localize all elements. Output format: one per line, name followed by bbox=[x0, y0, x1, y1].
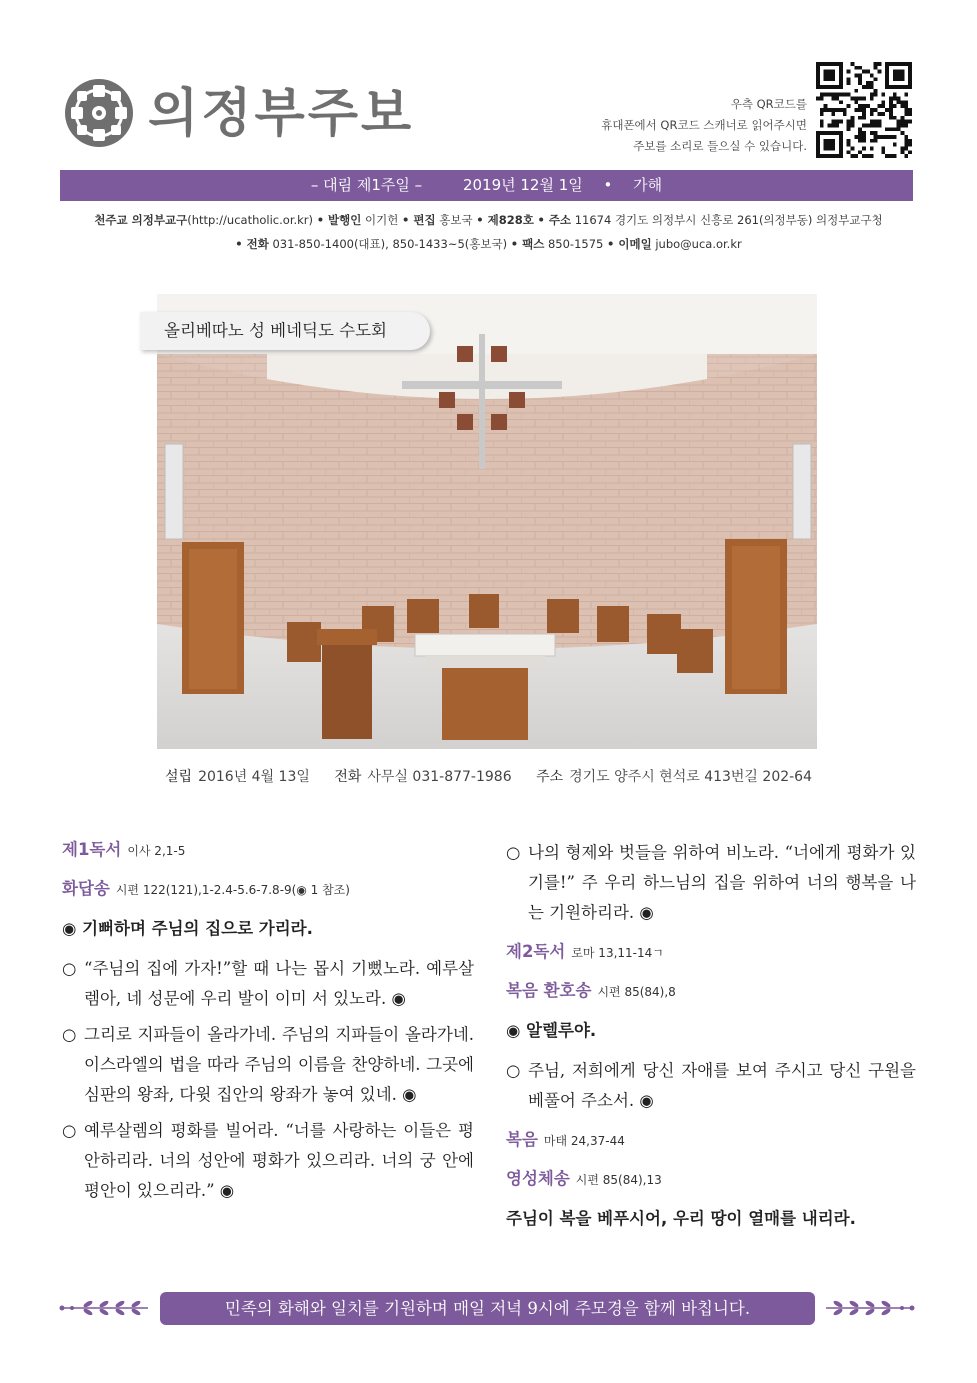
publisher-info: 천주교 의정부교구(http://ucatholic.or.kr) • 발행인 이기헌 • 편집 홍보국 • 제828호 • 주소 11674 경기도 의정부시 신흥로 261(의정부동) 의정부교구청 bbox=[94, 213, 883, 227]
prayer-banner: 민족의 화해와 일치를 기원하며 매일 저녁 9시에 주모경을 함께 바칩니다. bbox=[160, 1292, 815, 1325]
acclamation-heading: 복음 환호송 시편 85(84),8 bbox=[506, 981, 676, 1000]
week-label: – 대림 제1주일 – bbox=[310, 176, 423, 194]
readings-left-column bbox=[62, 838, 474, 1212]
qr-note: 우측 QR코드를 휴대폰에서 QR코드 스캐너로 읽어주시면 주보를 소리로 들으실 수 있습니다. bbox=[601, 97, 807, 153]
diocese-url[interactable]: (http://ucatholic.or.kr) bbox=[187, 213, 314, 227]
vine-ornament-icon bbox=[58, 1298, 150, 1318]
email-link[interactable]: jubo@uca.or.kr bbox=[655, 237, 742, 251]
liturgical-date-band bbox=[60, 170, 913, 201]
date-label: 2019년 12월 1일 bbox=[462, 176, 583, 194]
psalm-refrain: ◉ 기뻐하며 주님의 집으로 가리라. bbox=[62, 919, 313, 938]
psalm-verse: ○ 그리로 지파들이 올라가네. 주님의 지파들이 올라가네. 이스라엘의 법을 따라 주님의 이름을 찬양하네. 그곳에 심판의 왕좌, 다윗 집안의 왕좌가 놓여 있네. ◉ bbox=[62, 1025, 474, 1104]
diocese-logo-icon bbox=[64, 78, 134, 148]
masthead-title: 의정부주보 bbox=[148, 83, 415, 144]
psalm-verse: ○ 나의 형제와 벗들을 위하여 비노라. “너에게 평화가 있기를!” 주 우리 하느님의 집을 위하여 너의 행복을 나는 기원하리라. ◉ bbox=[506, 843, 916, 922]
acclamation-verse: ○ 주님, 저희에게 당신 자애를 보여 주시고 당신 구원을 베풀어 주소서. ◉ bbox=[506, 1061, 916, 1110]
community-name-tag: 올리베따노 성 베네딕도 수도회 bbox=[140, 312, 430, 350]
psalm-heading: 화답송 시편 122(121),1-2.4-5.6-7.8-9(◉ 1 참조) bbox=[62, 879, 350, 898]
psalm-verse: ○ “주님의 집에 가자!”할 때 나는 몹시 기뻤노라. 예루살렘아, 네 성문에 우리 발이 이미 서 있노라. ◉ bbox=[62, 959, 474, 1008]
alleluia-refrain: ◉ 알렐루야. bbox=[506, 1021, 597, 1040]
readings-right-column bbox=[506, 838, 916, 1244]
band-dot: • bbox=[603, 176, 613, 194]
first-reading-heading: 제1독서 이사 2,1-5 bbox=[62, 840, 186, 859]
vine-ornament-icon bbox=[824, 1298, 916, 1318]
qr-code-icon[interactable] bbox=[816, 62, 912, 158]
chapel-photo bbox=[157, 294, 817, 749]
year-label: 가해 bbox=[633, 176, 663, 194]
photo-caption: 설립 2016년 4월 13일 전화 사무실 031-877-1986 주소 경기도 양주시 현석로 413번길 202-64 bbox=[165, 769, 812, 785]
second-reading-heading: 제2독서 로마 13,11-14ㄱ bbox=[506, 942, 664, 961]
contact-info: • 전화 031-850-1400(대표), 850-1433~5(홍보국) • 팩스 850-1575 • 이메일 jubo@uca.or.kr bbox=[235, 237, 742, 251]
gospel-heading: 복음 마태 24,37-44 bbox=[506, 1130, 625, 1149]
communion-heading: 영성체송 시편 85(84),13 bbox=[506, 1169, 662, 1188]
psalm-verse: ○ 예루살렘의 평화를 빌어라. “너를 사랑하는 이들은 평안하리라. 너의 성안에 평화가 있으리라. 너의 궁 안에 평안이 있으리라.” ◉ bbox=[62, 1121, 474, 1200]
communion-antiphon: 주님이 복을 베푸시어, 우리 땅이 열매를 내리라. bbox=[506, 1209, 856, 1228]
